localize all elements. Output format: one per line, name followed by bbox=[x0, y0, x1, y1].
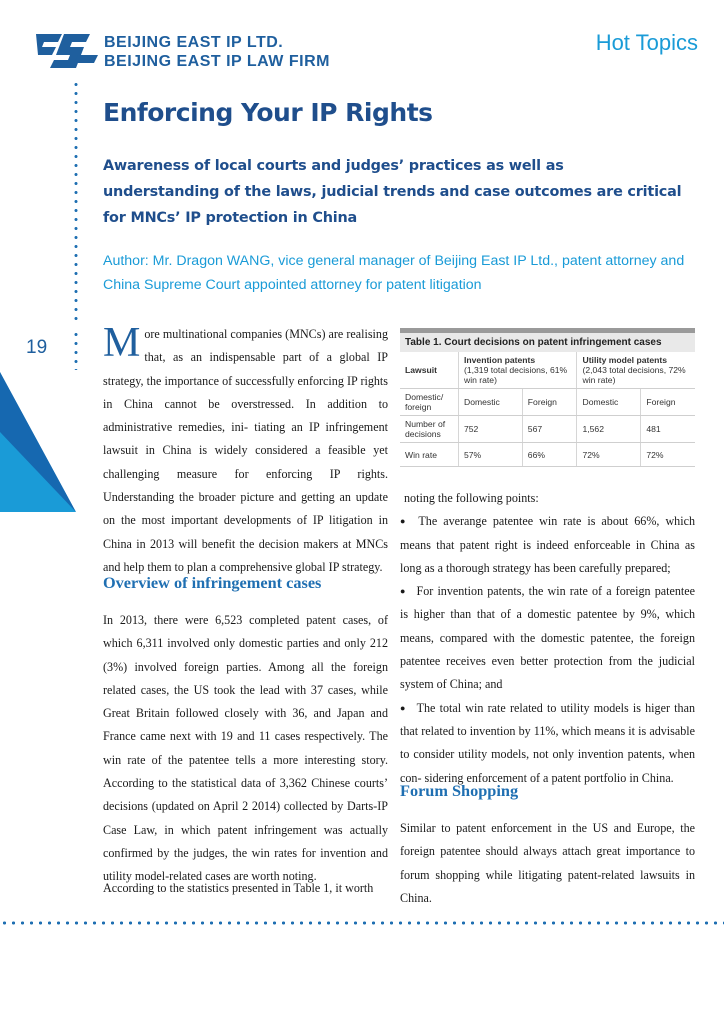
table-header-row bbox=[400, 352, 695, 389]
header-invention-title: Invention patents bbox=[464, 355, 536, 365]
table-cell: 752 bbox=[459, 416, 523, 443]
forum-paragraph: Similar to patent enforcement in the US and Europe, the foreign patentee should always attach great importance to forum shopping while litigating patent-related lawsuits in China. bbox=[400, 821, 695, 905]
table-cell: Foreign bbox=[641, 389, 695, 416]
vertical-dotted-rule bbox=[74, 80, 78, 320]
table-cell: 72% bbox=[577, 443, 641, 467]
overview-body bbox=[103, 609, 388, 889]
table-cell: 567 bbox=[522, 416, 577, 443]
table-cell: Domestic bbox=[577, 389, 641, 416]
decorative-triangle bbox=[0, 372, 76, 512]
intro-paragraph bbox=[103, 320, 388, 579]
row-label: Number of decisions bbox=[400, 416, 459, 443]
firm-name-line1: BEIJING EAST IP LTD. bbox=[104, 34, 284, 51]
table-row bbox=[400, 416, 695, 443]
court-decisions-table bbox=[400, 328, 695, 467]
bullet-item: ● For invention patents, the win rate of a foreign patentee is higher than that of a domestic patentee by 9%, which means, compared with the domestic patentee, the foreign patentee receives even better protection from the judicial system of China; and bbox=[400, 580, 695, 696]
right-intro: noting the following points: bbox=[404, 491, 539, 505]
table-cell: 481 bbox=[641, 416, 695, 443]
section-heading-overview: Overview of infringement cases bbox=[103, 573, 322, 592]
page-number: 19 bbox=[26, 337, 48, 358]
intro-text: ore multinational companies (MNCs) are realising that, as an indispensable part of a global IP strategy, the importance of successfully enforcing IP rights in China cannot be overstressed. In addition to administrative remedies, ini- tiating an IP infringement lawsuit in China is widely considered a feasible yet challenging measure for enforcing IP rights. Understanding the broader picture and getting an update on the most important developments of IP litigation in China in 2013 will benefit the decision makers at MNCs and help them to plan a comprehensive global IP strategy. bbox=[103, 327, 388, 574]
overview-paragraph-2: According to the statistics presented in Table 1, it worth bbox=[103, 881, 374, 895]
section-heading-forum: Forum Shopping bbox=[400, 781, 519, 800]
table-cell: Domestic bbox=[459, 389, 523, 416]
row-label: Domestic/ foreign bbox=[400, 389, 459, 416]
table-cell: 1,562 bbox=[577, 416, 641, 443]
header-lawsuit: Lawsuit bbox=[400, 352, 459, 389]
firm-name bbox=[104, 33, 330, 71]
header-invention bbox=[459, 352, 577, 389]
bullet-item: ● The averange patentee win rate is about 66%, which means that patent right is indeed enforceable in China as long as a thorough strategy has been carefully prepared; bbox=[400, 510, 695, 580]
bullet-item: ● The total win rate related to utility models is higer than that related to invention by 11%, which means it is advisable to consider utility models, not only invention patents, when con- sidering enforcement of a patent portfolio in China. bbox=[400, 697, 695, 790]
table-title: Table 1. Court decisions on patent infringement cases bbox=[400, 333, 695, 352]
table-row bbox=[400, 389, 695, 416]
header-utility-note: (2,043 total decisions, 72% win rate) bbox=[582, 365, 686, 385]
header-invention-note: (1,319 total decisions, 61% win rate) bbox=[464, 365, 568, 385]
forum-body bbox=[400, 817, 695, 910]
overview-paragraph: In 2013, there were 6,523 completed patent cases, of which 6,311 involved only domestic parties and only 212 (3%) involved foreign parties. Among all the foreign related cases, the US took the lead with 37 cases, while Great Britain followed closely with 36, and Japan and France came next with 19 and 11 cases respectively. The win rate of the patentee tells a more interesting story. According to the statistical data of 3,362 Chinese courts’ decisions (updated on April 2 2014) collected by Darts-IP Case Law, in which patent infringement was actually confirmed by the judges, the win rates for invention and utility model-related cases are worth noting. bbox=[103, 613, 388, 884]
article-title: Enforcing Your IP Rights bbox=[103, 98, 433, 127]
drop-cap: M bbox=[103, 320, 141, 366]
article-subtitle: Awareness of local courts and judges’ practices as well as understanding of the laws, judicial trends and case outcomes are critical for MNCs’ IP protection in China bbox=[103, 158, 682, 226]
author-line: Author: Mr. Dragon WANG, vice general manager of Beijing East IP Ltd., patent attorney and China Supreme Court appointed attorney for patent litigation bbox=[103, 253, 685, 293]
right-column bbox=[400, 487, 695, 790]
row-label: Win rate bbox=[400, 443, 459, 467]
table-grid bbox=[400, 352, 695, 467]
table-cell: 66% bbox=[522, 443, 577, 467]
header-utility-title: Utility model patents bbox=[582, 355, 667, 365]
overview-continuation bbox=[103, 877, 388, 900]
left-column bbox=[103, 320, 388, 579]
table-cell: 57% bbox=[459, 443, 523, 467]
horizontal-dotted-rule bbox=[0, 920, 724, 926]
table-cell: 72% bbox=[641, 443, 695, 467]
firm-name-line2: BEIJING EAST IP LAW FIRM bbox=[104, 53, 330, 70]
table-cell: Foreign bbox=[522, 389, 577, 416]
header-utility bbox=[577, 352, 695, 389]
section-label: Hot Topics bbox=[595, 30, 698, 55]
firm-logo bbox=[34, 30, 100, 72]
table-row bbox=[400, 443, 695, 467]
vertical-dotted-rule-lower bbox=[74, 330, 78, 370]
